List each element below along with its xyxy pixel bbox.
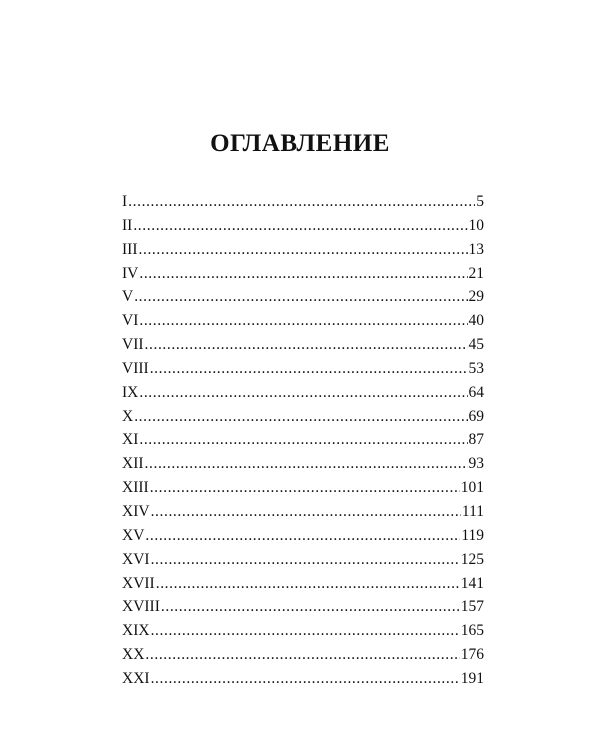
toc-page-number: 64 (468, 383, 484, 401)
toc-dot-leader (150, 357, 468, 381)
toc-dot-leader (145, 333, 468, 357)
toc-dot-leader (151, 619, 460, 643)
toc-chapter-label: XV (122, 526, 145, 544)
toc-entry (122, 214, 484, 238)
toc-entry (122, 309, 484, 333)
toc-entry (122, 619, 484, 643)
toc-page-number: 13 (468, 240, 484, 258)
toc-dot-leader (145, 452, 468, 476)
toc-chapter-label: XXI (122, 669, 150, 687)
toc-entry (122, 190, 484, 214)
toc-page-number: 191 (460, 669, 484, 687)
toc-entry (122, 357, 484, 381)
toc-dot-leader (161, 595, 460, 619)
toc-chapter-label: III (122, 240, 138, 258)
toc-dot-leader (145, 524, 460, 548)
toc-chapter-label: XIV (122, 502, 150, 520)
toc-page-number: 93 (468, 455, 484, 473)
toc-page-number: 125 (460, 550, 484, 568)
table-of-contents (122, 190, 484, 691)
toc-chapter-label: XI (122, 431, 139, 449)
toc-chapter-label: XX (122, 646, 145, 664)
toc-dot-leader (139, 428, 467, 452)
toc-page-number: 45 (468, 336, 484, 354)
toc-page-number: 111 (461, 502, 484, 520)
toc-entry (122, 262, 484, 286)
toc-page-number: 10 (468, 216, 484, 234)
toc-page-number: 176 (460, 646, 484, 664)
toc-entry (122, 595, 484, 619)
toc-page-number: 5 (476, 193, 484, 210)
toc-entry (122, 500, 484, 524)
toc-dot-leader (151, 548, 460, 572)
toc-chapter-label: XIX (122, 622, 150, 640)
toc-chapter-label: XVI (122, 550, 150, 568)
toc-dot-leader (139, 238, 468, 262)
toc-entry (122, 381, 484, 405)
toc-dot-leader (151, 500, 461, 524)
toc-page-number: 40 (468, 312, 484, 330)
toc-chapter-label: XII (122, 455, 144, 473)
toc-entry (122, 476, 484, 500)
toc-chapter-label: VIII (122, 359, 149, 377)
toc-page-number: 119 (461, 526, 484, 544)
toc-page-number: 21 (468, 264, 484, 282)
toc-dot-leader (134, 285, 467, 309)
toc-dot-leader (151, 667, 460, 691)
toc-page-number: 141 (460, 574, 484, 592)
toc-entry (122, 548, 484, 572)
toc-chapter-label: IV (122, 264, 139, 282)
toc-page-number: 101 (460, 479, 484, 497)
toc-chapter-label: V (122, 288, 134, 306)
toc-dot-leader (139, 309, 467, 333)
toc-dot-leader (133, 214, 467, 238)
toc-chapter-label: II (122, 216, 133, 234)
toc-entry (122, 643, 484, 667)
toc-dot-leader (145, 643, 459, 667)
toc-page-number: 87 (468, 431, 484, 449)
toc-chapter-label: XVII (122, 574, 155, 592)
toc-page-number: 53 (468, 359, 484, 377)
toc-entry (122, 428, 484, 452)
toc-page-number: 69 (468, 407, 484, 425)
toc-page-number: 29 (468, 288, 484, 306)
toc-chapter-label: XVIII (122, 598, 160, 616)
toc-entry (122, 405, 484, 429)
toc-entry (122, 285, 484, 309)
toc-dot-leader (139, 381, 467, 405)
page-title: ОГЛАВЛЕНИЕ (210, 130, 390, 157)
toc-chapter-label: IX (122, 383, 139, 401)
toc-dot-leader (128, 190, 475, 214)
toc-page-number: 157 (460, 598, 484, 616)
toc-entry (122, 333, 484, 357)
toc-page-number: 165 (460, 622, 484, 640)
toc-dot-leader (156, 572, 460, 596)
toc-chapter-label: I (122, 193, 128, 210)
toc-chapter-label: VI (122, 312, 139, 330)
toc-chapter-label: VII (122, 336, 144, 354)
toc-dot-leader (150, 476, 460, 500)
toc-chapter-label: XIII (122, 479, 149, 497)
toc-dot-leader (134, 405, 467, 429)
toc-chapter-label: X (122, 407, 134, 425)
toc-entry (122, 524, 484, 548)
toc-entry (122, 667, 484, 691)
toc-entry (122, 572, 484, 596)
toc-entry (122, 238, 484, 262)
toc-dot-leader (139, 262, 467, 286)
toc-entry (122, 452, 484, 476)
